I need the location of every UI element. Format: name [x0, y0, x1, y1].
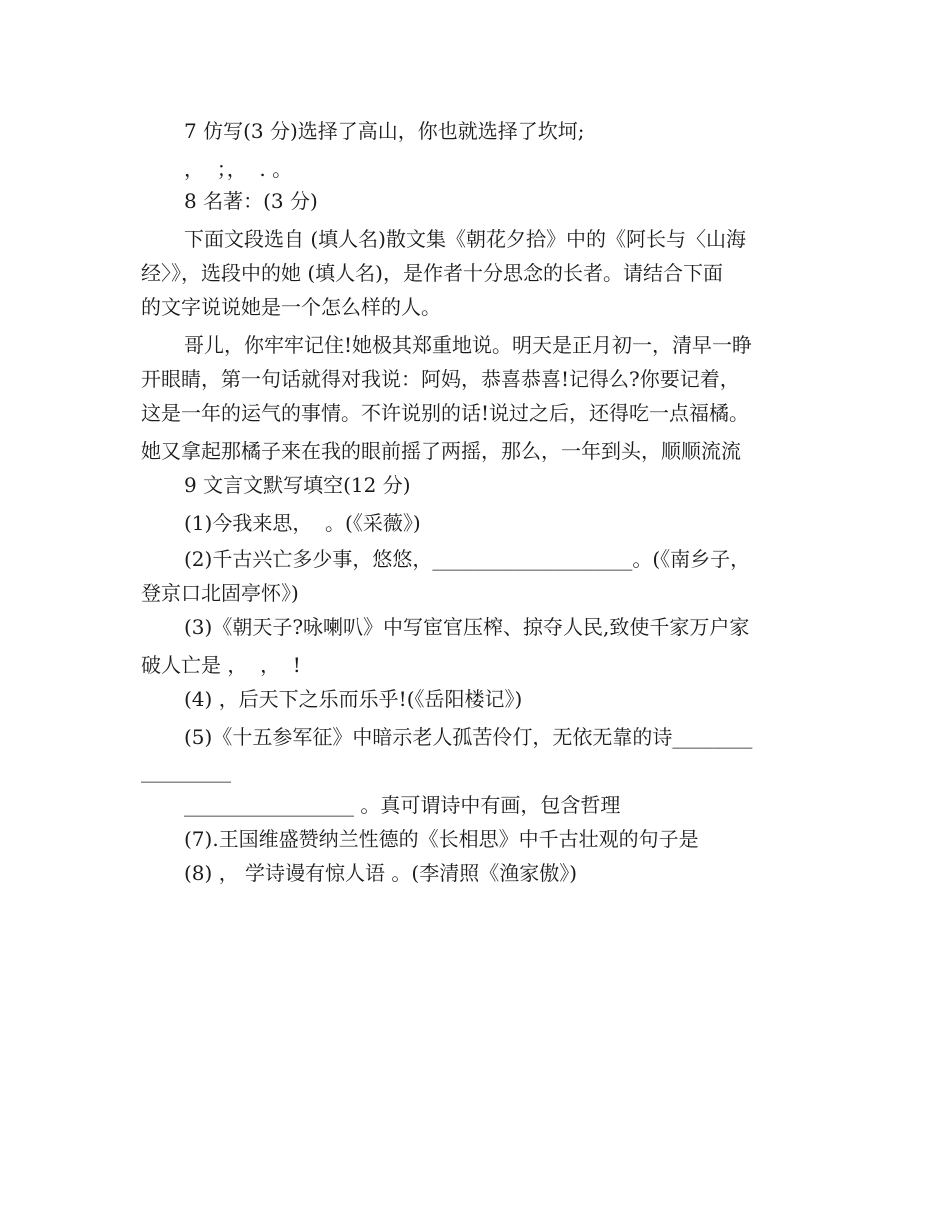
question-8-paragraph-line: 的文字说说她是一个怎么样的人。	[141, 295, 441, 319]
question-9-item-2: (2)千古兴亡多少事，悠悠，____________________。(《南乡子，	[184, 547, 751, 571]
question-9-item-7: (7).王国维盛赞纳兰性德的《长相思》中千古壮观的句子是	[184, 827, 699, 851]
question-7-blanks: ， ；， . 。	[184, 157, 293, 181]
question-9-item-5-blank: _________	[141, 759, 231, 783]
excerpt-paragraph-line: 哥儿，你牢牢记住!她极其郑重地说。明天是正月初一，清早一睁	[184, 333, 753, 357]
question-7-heading: 7 仿写(3 分)选择了高山，你也就选择了坎坷;	[184, 119, 585, 143]
question-9-item-4: (4) ，后天下之乐而乐乎!(《岳阳楼记》)	[184, 687, 523, 711]
excerpt-paragraph-line: 这是一年的运气的事情。不许说别的话!说过之后，还得吃一点福橘。	[141, 401, 750, 425]
question-8-heading: 8 名著：(3 分)	[184, 189, 318, 213]
question-8-paragraph-line: 下面文段选自 (填人名)散文集《朝花夕拾》中的《阿长与〈山海	[184, 227, 746, 251]
question-9-item-8: (8) ， 学诗谩有惊人语 。(李清照《渔家傲》)	[184, 861, 578, 885]
question-9-heading: 9 文言文默写填空(12 分)	[184, 473, 411, 497]
question-9-item-3: (3)《朝天子?咏喇叭》中写宦官压榨、掠夺人民,致使千家万户家	[184, 615, 750, 639]
question-8-paragraph-line: 经〉》，选段中的她 (填人名)，是作者十分思念的长者。请结合下面	[141, 261, 723, 285]
question-9-item-6: _________________ 。真可谓诗中有画，包含哲理	[184, 793, 621, 817]
excerpt-paragraph-line: 她又拿起那橘子来在我的眼前摇了两摇，那么，一年到头，顺顺流流	[141, 439, 741, 463]
question-9-item-1: (1)今我来思， 。(《采薇》)	[184, 511, 421, 535]
question-9-item-2-continued: 登京口北固亭怀》)	[141, 581, 299, 605]
excerpt-paragraph-line: 开眼睛，第一句话就得对我说：阿妈，恭喜恭喜!记得么?你要记着，	[141, 367, 740, 391]
question-9-item-5: (5)《十五参军征》中暗示老人孤苦伶仃，无依无靠的诗________	[184, 725, 753, 749]
question-9-item-3-continued: 破人亡是 ， ， !	[141, 653, 301, 677]
